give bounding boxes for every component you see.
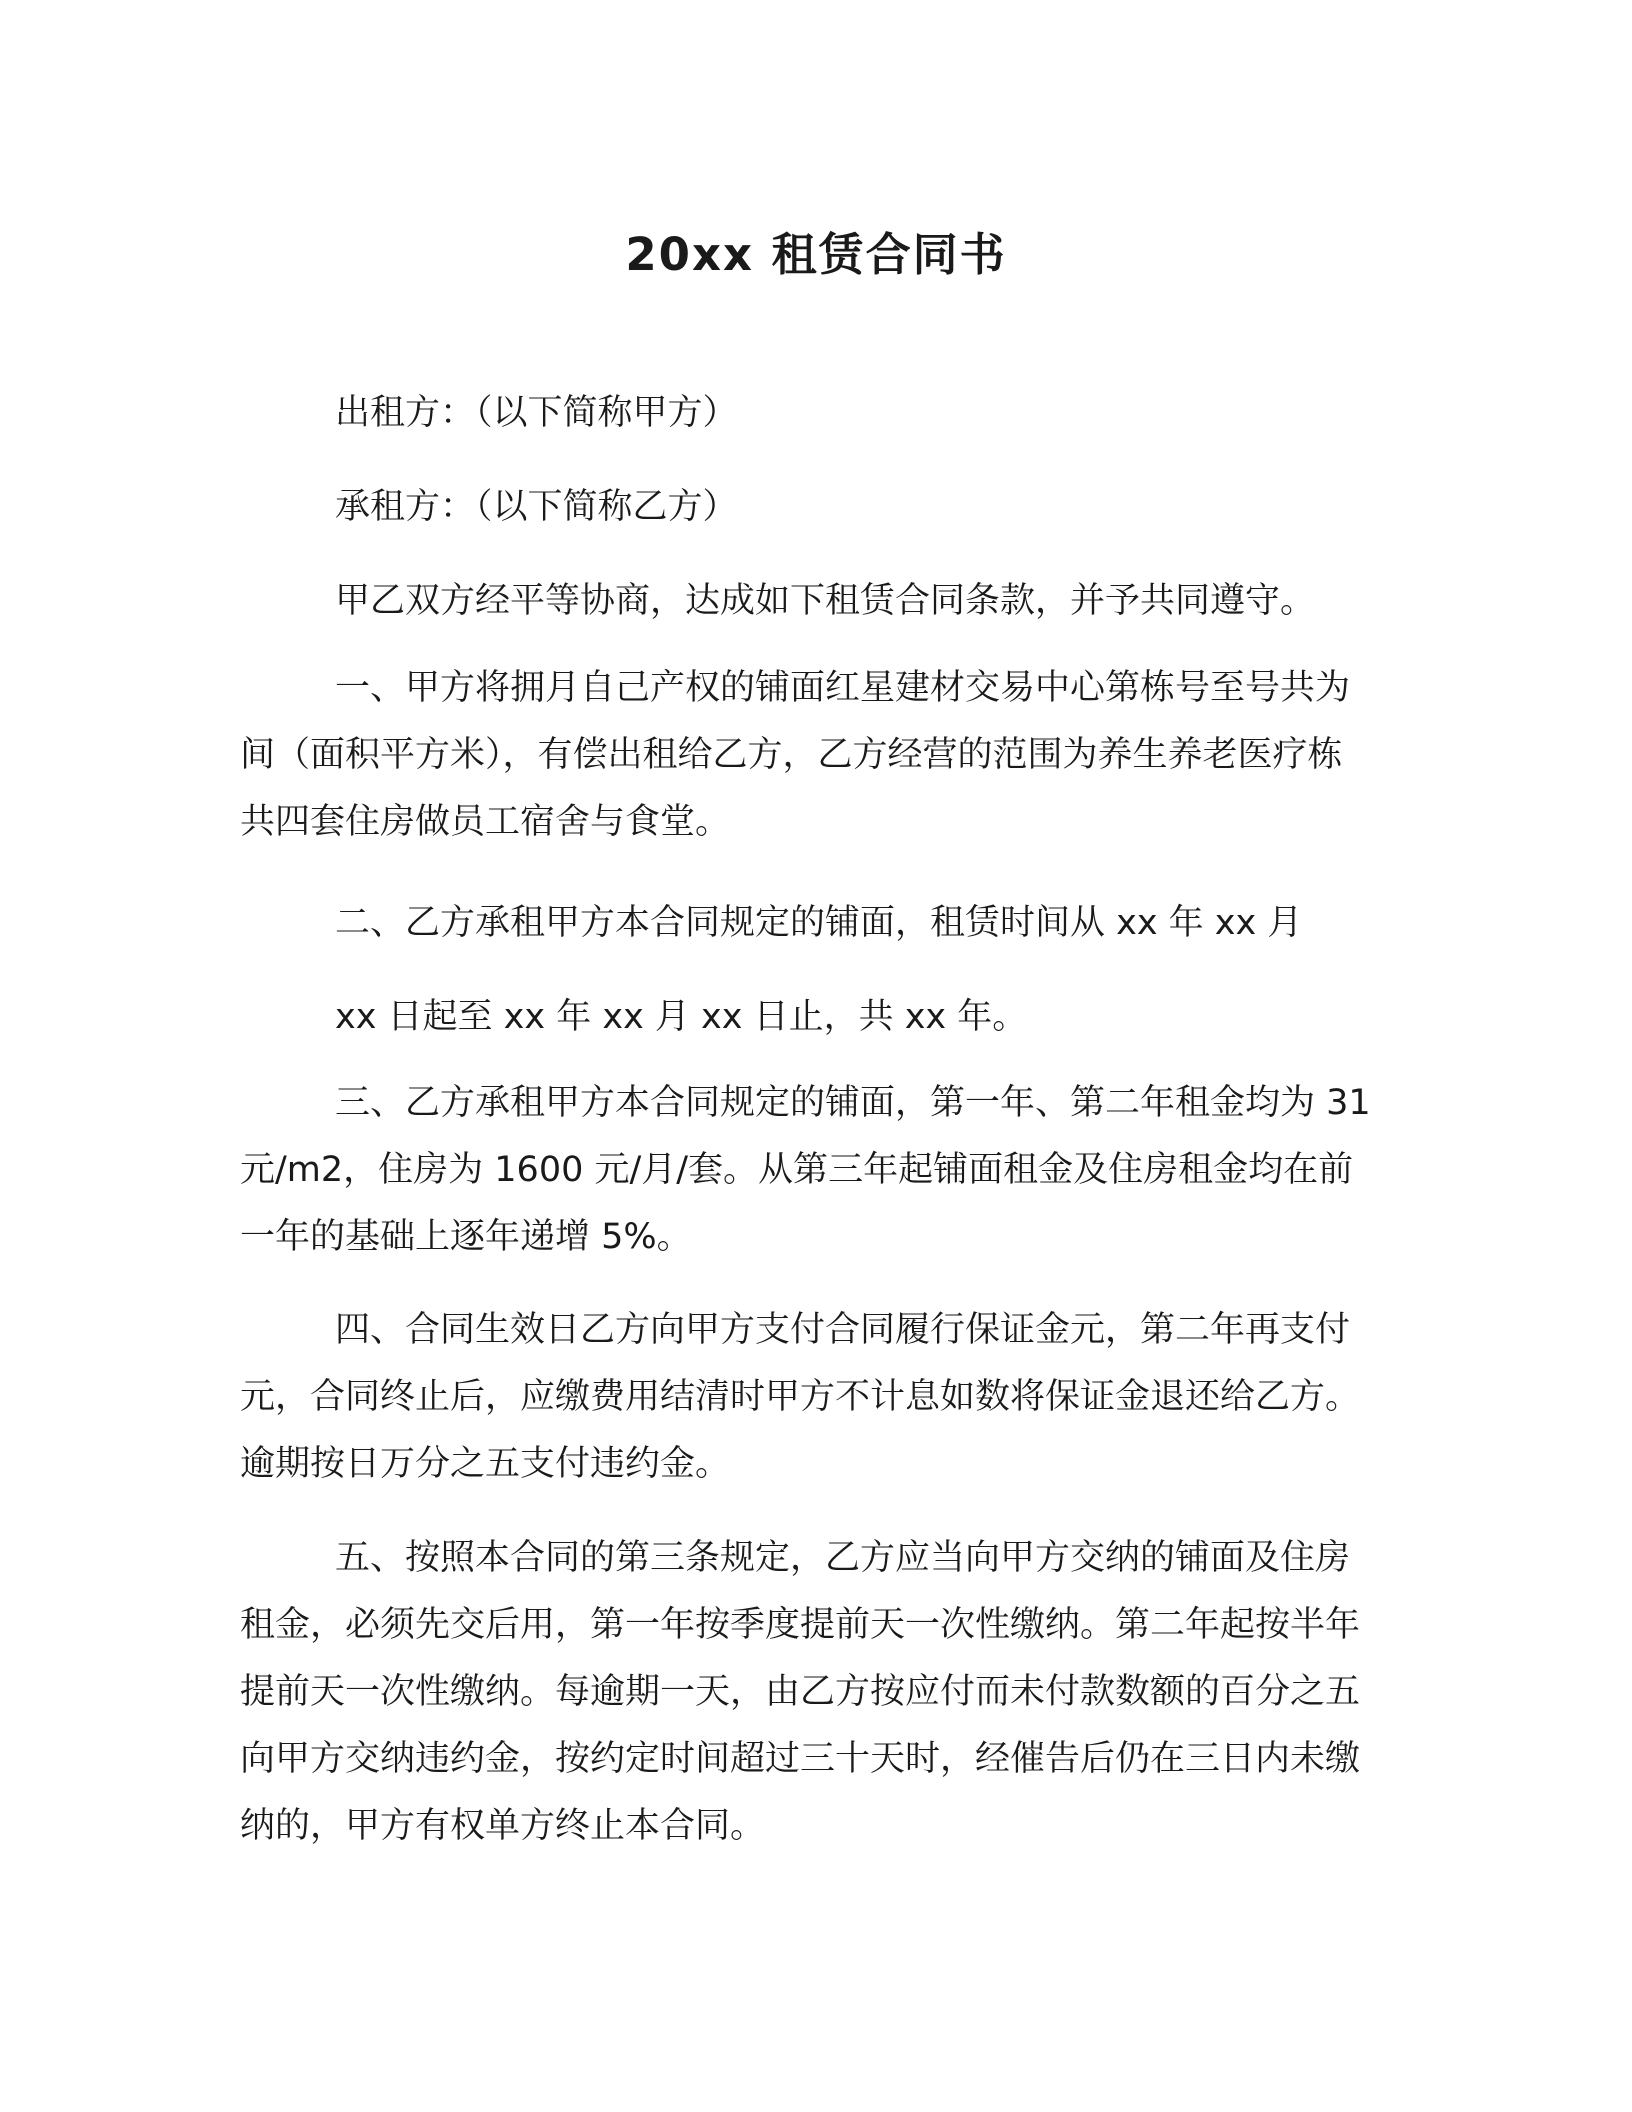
clause-4	[240, 1297, 1375, 1498]
lessee-line: 承租方：（以下简称乙方）	[335, 487, 738, 527]
clause-4-text: 四、合同生效日乙方向甲方支付合同履行保证金元，第二年再支付元，合同终止后，应缴费用结清时甲方不计息如数将保证金退还给乙方。逾期按日万分之五支付违约金。	[240, 1310, 1361, 1484]
clause-5-text: 五、按照本合同的第三条规定，乙方应当向甲方交纳的铺面及住房租金，必须先交后用，第一年按季度提前天一次性缴纳。第二年起按半年提前天一次性缴纳。每逾期一天，由乙方按应付而未付款数额的百分之五向甲方交纳违约金，按约定时间超过三十天时，经催告后仍在三日内未缴纳的，甲方有权单方终止本合同。	[240, 1538, 1361, 1846]
clause-1	[240, 655, 1375, 856]
lessor-line: 出租方：（以下简称甲方）	[335, 393, 738, 433]
clause-5	[240, 1525, 1375, 1860]
clause-3	[240, 1070, 1375, 1271]
clause-2-line-2: xx 日起至 xx 年 xx 月 xx 日止，共 xx 年。	[335, 997, 1028, 1037]
clause-1-text: 一、甲方将拥月自己产权的铺面红星建材交易中心第栋号至号共为间（面积平方米），有偿出租给乙方，乙方经营的范围为养生养老医疗栋共四套住房做员工宿舍与食堂。	[240, 668, 1351, 842]
document-title: 20xx 租赁合同书	[625, 228, 1007, 281]
clause-3-text: 三、乙方承租甲方本合同规定的铺面，第一年、第二年租金均为 31 元/m2，住房为 1600 元/月/套。从第三年起铺面租金及住房租金均在前一年的基础上逐年递增 5%。	[240, 1083, 1371, 1257]
intro-paragraph: 甲乙双方经平等协商，达成如下租赁合同条款，并予共同遵守。	[335, 581, 1316, 621]
party-block	[240, 380, 1375, 635]
clause-2-line-1: 二、乙方承租甲方本合同规定的铺面，租赁时间从 xx 年 xx 月	[335, 903, 1303, 943]
clause-2	[240, 890, 1375, 1051]
